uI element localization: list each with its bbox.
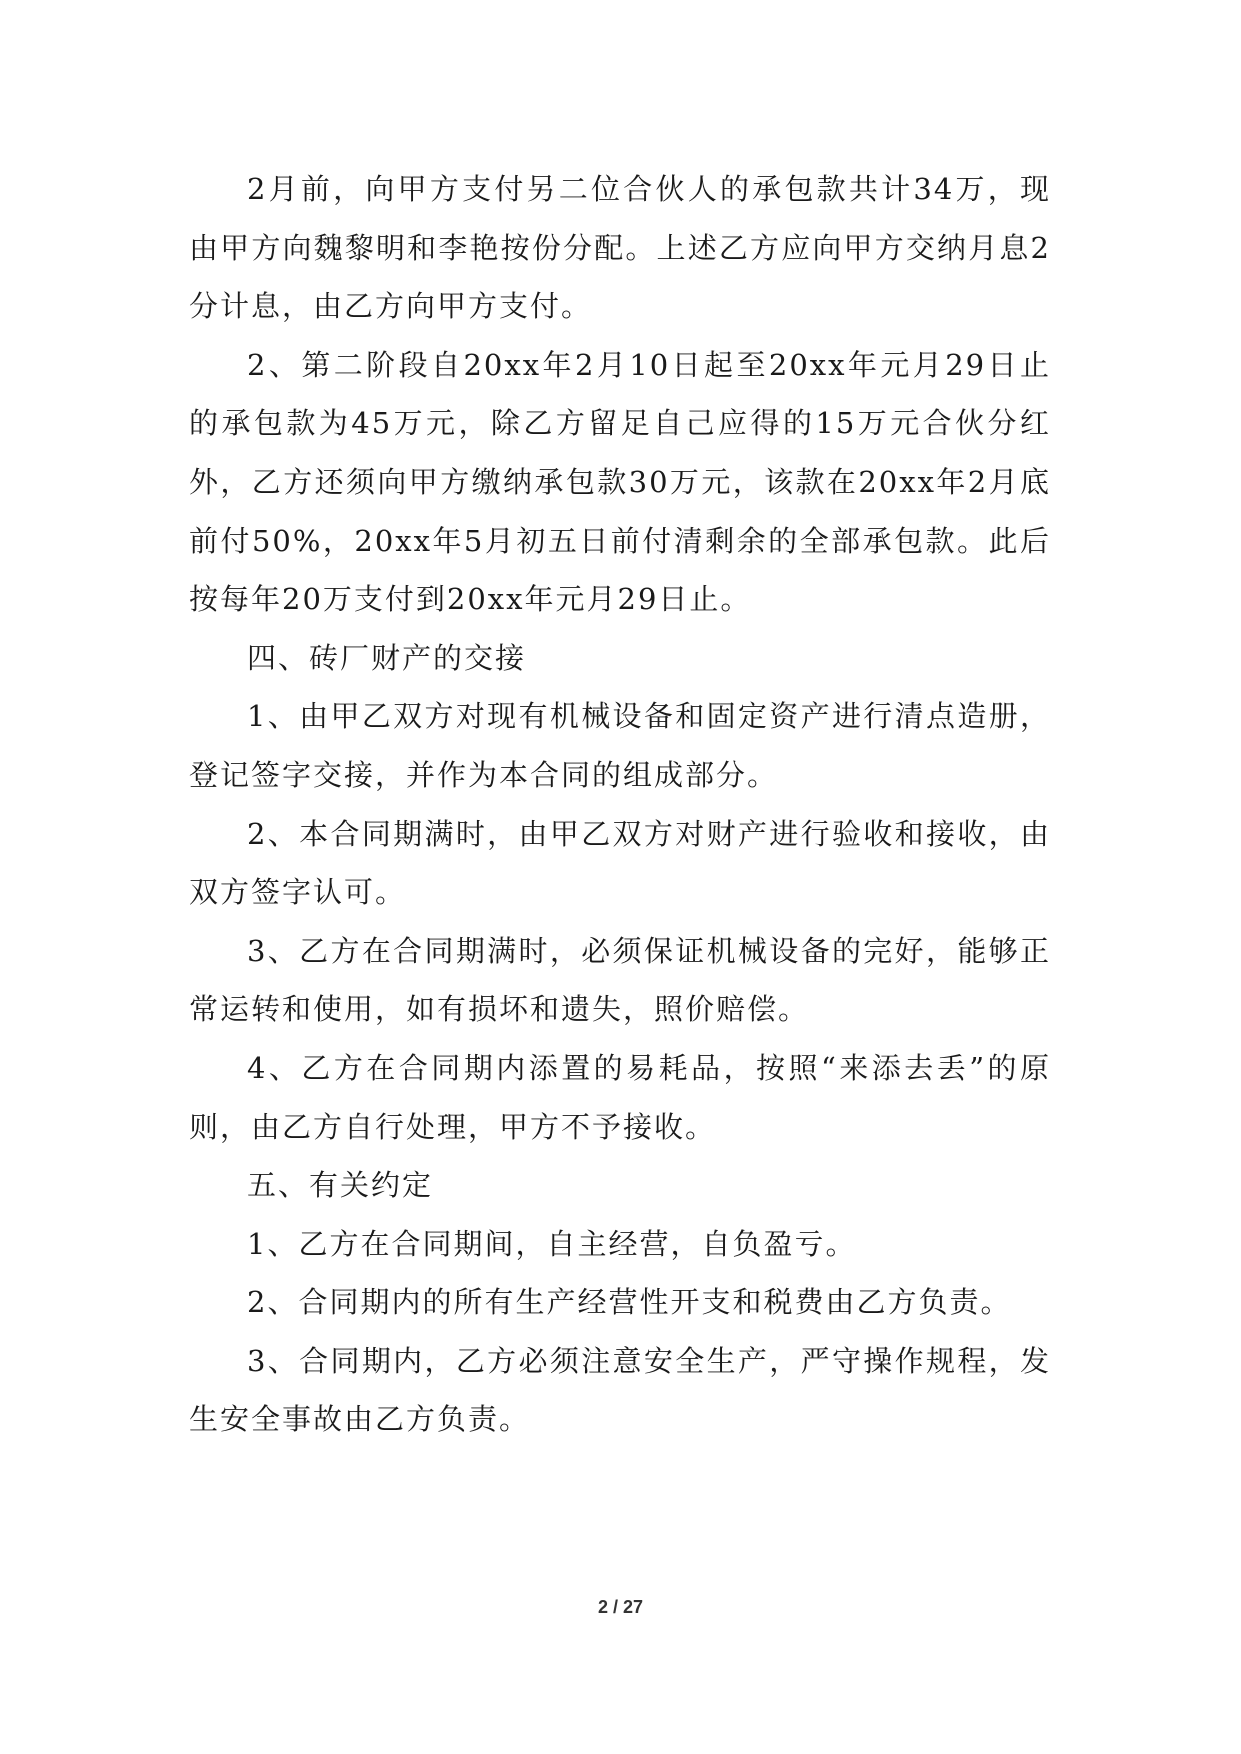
paragraph-1: 2月前，向甲方支付另二位合伙人的承包款共计34万，现由甲方向魏黎明和李艳按份分配。上述乙方应向甲方交纳月息2分计息，由乙方向甲方支付。 [189,172,1051,324]
document-body [189,160,1051,1449]
section-heading-4: 四、砖厂财产的交接 [247,640,527,675]
section-heading-5: 五、有关约定 [247,1168,434,1203]
page-number: 2 / 27 [597,1597,644,1617]
paragraph-9: 3、合同期内，乙方必须注意安全生产，严守操作规程，发生安全事故由乙方负责。 [189,1343,1051,1437]
paragraph-2: 2、第二阶段自20xx年2月10日起至20xx年元月29日止的承包款为45万元，除乙方留足自己应得的15万元合伙分红外，乙方还须向甲方缴纳承包款30万元，该款在20xx年2月底前付50%，20xx年5月初五日前付清剩余的全部承包款。此后按每年20万支付到20xx年元月29日止。 [189,347,1051,617]
paragraph-7: 1、乙方在合同期间，自主经营，自负盈亏。 [247,1226,857,1261]
paragraph-3: 1、由甲乙双方对现有机械设备和固定资产进行清点造册，登记签字交接，并作为本合同的组成部分。 [189,699,1051,792]
paragraph-5: 3、乙方在合同期满时，必须保证机械设备的完好，能够正常运转和使用，如有损坏和遗失，照价赔偿。 [189,933,1051,1027]
paragraph-4: 2、本合同期满时，由甲乙双方对财产进行验收和接收，由双方签字认可。 [189,816,1051,910]
paragraph-8: 2、合同期内的所有生产经营性开支和税费由乙方负责。 [247,1285,1012,1320]
paragraph-6: 4、乙方在合同期内添置的易耗品，按照“来添去丢”的原则，由乙方自行处理，甲方不予接收。 [189,1050,1051,1144]
